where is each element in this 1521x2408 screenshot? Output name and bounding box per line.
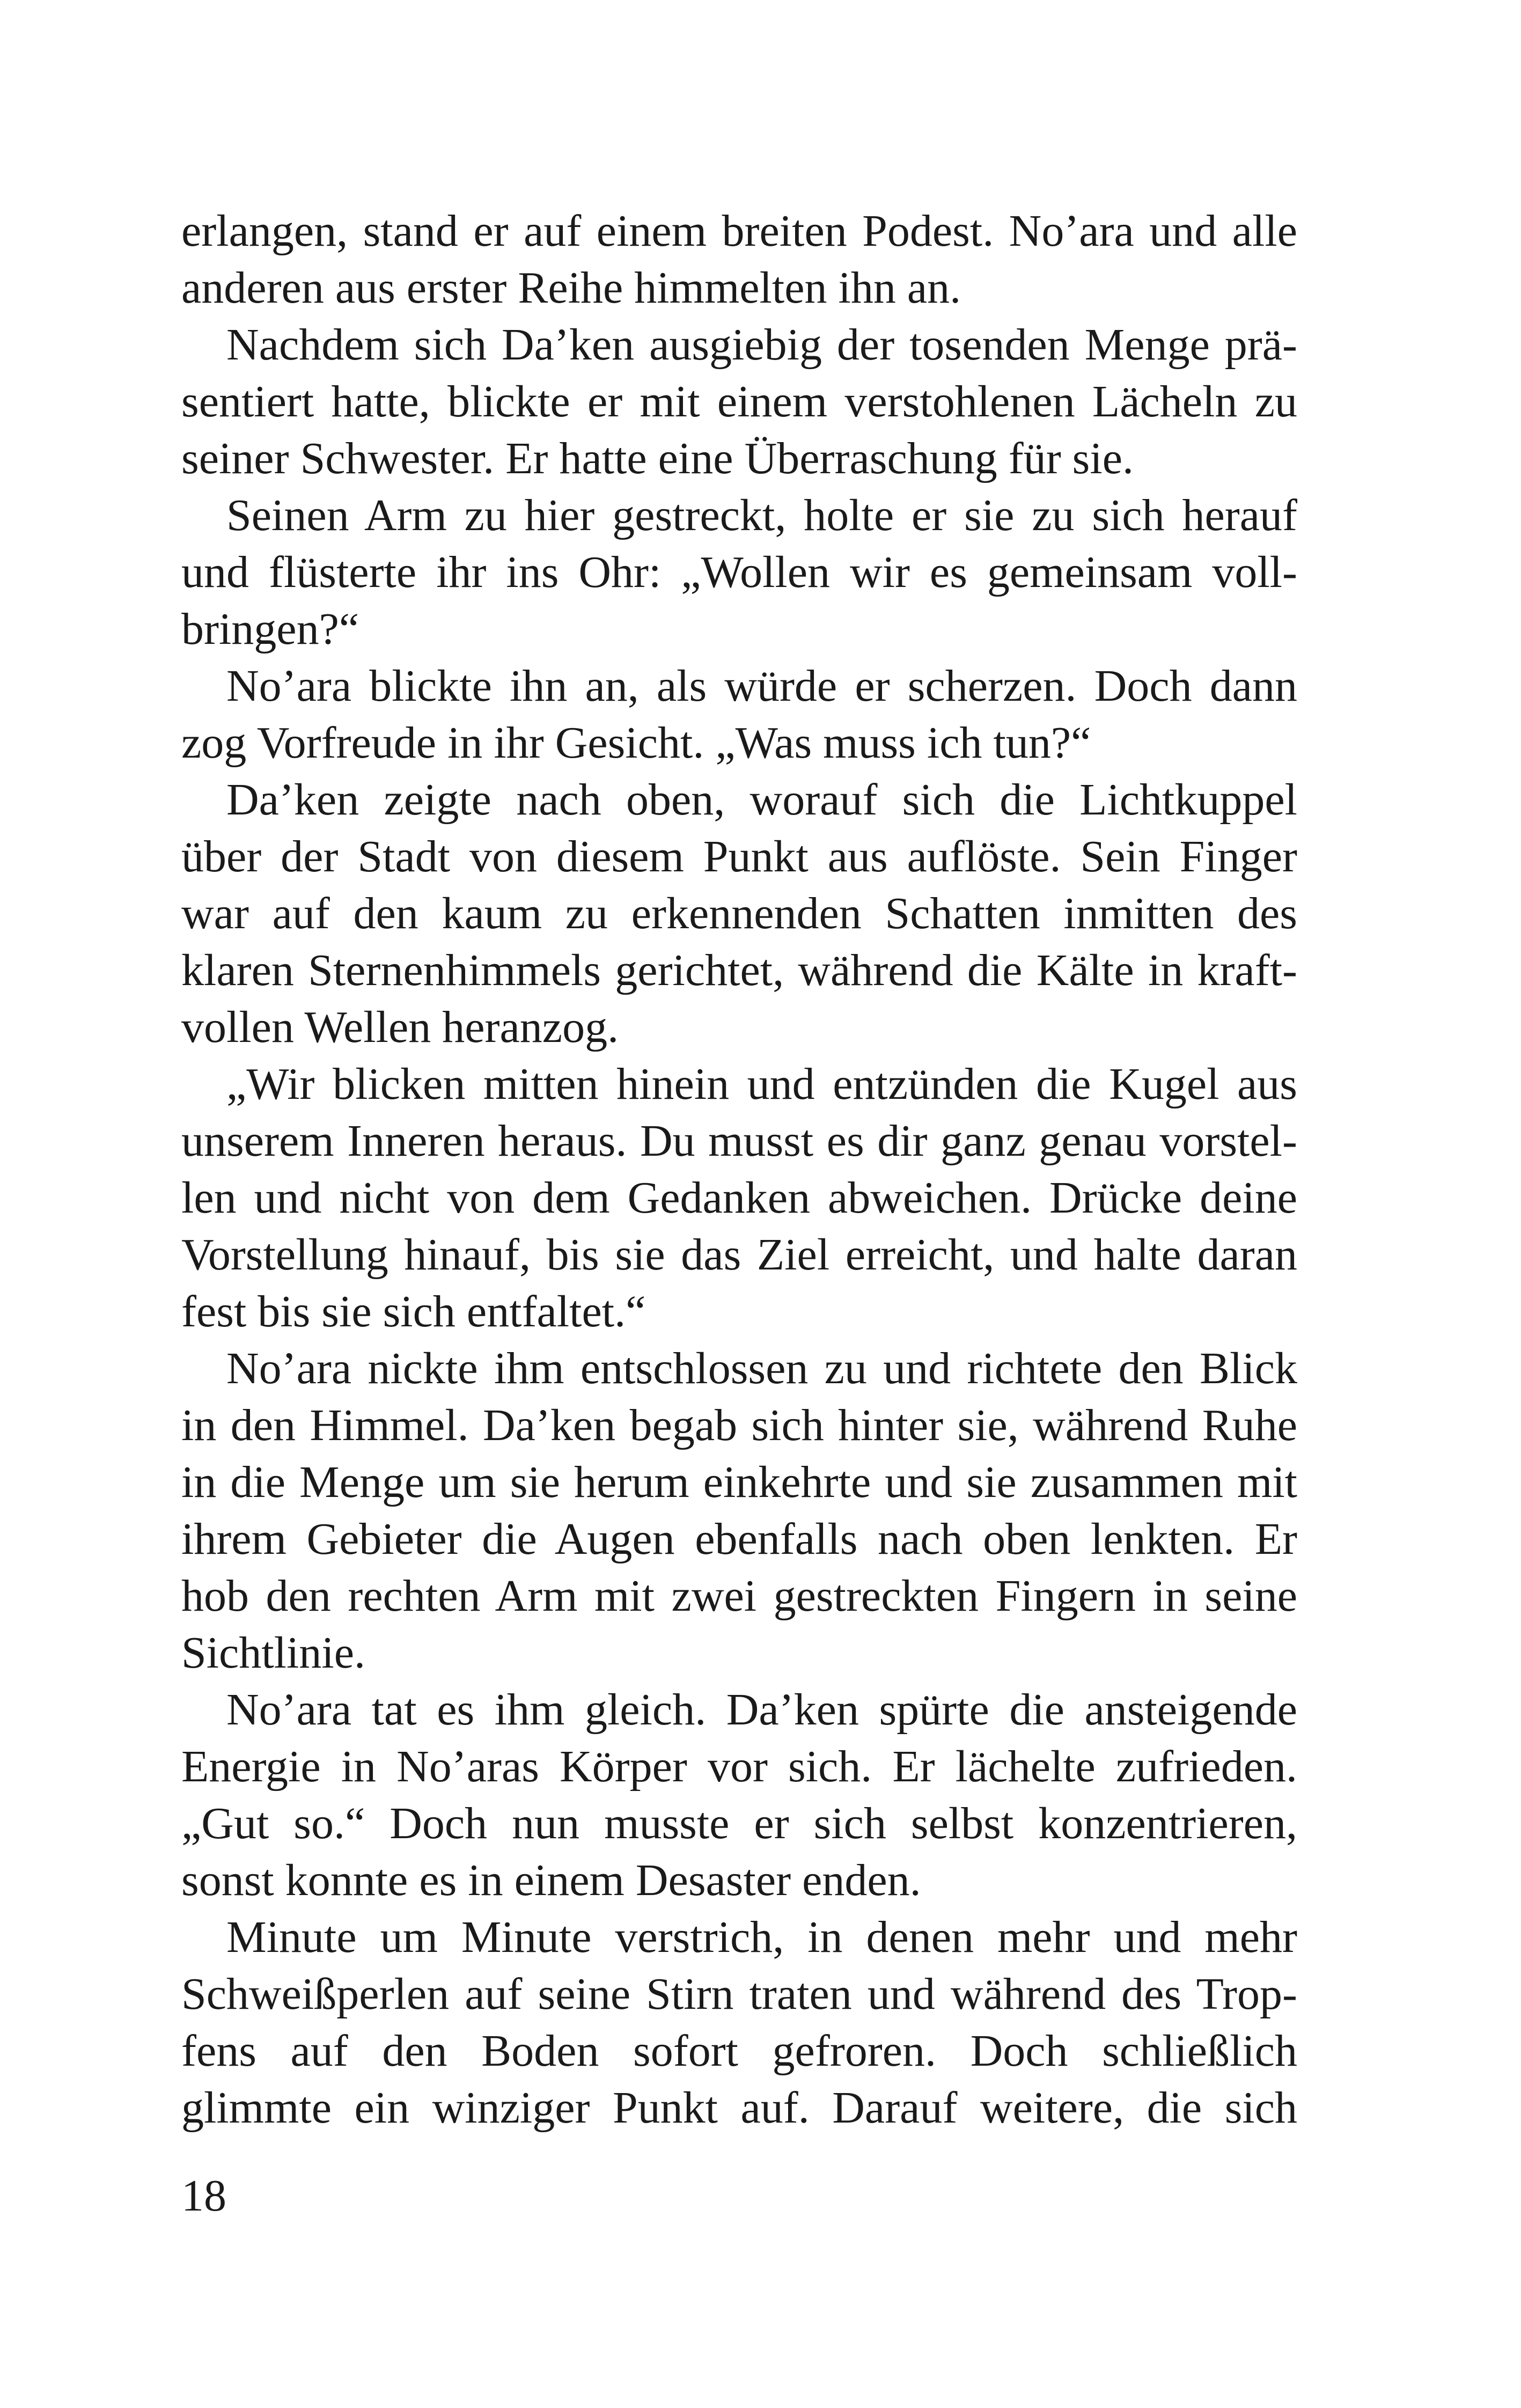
text-line: No’ara tat es ihm gleich. Da’ken spürte die ansteigende (226, 1685, 1297, 1735)
text-line: hob den rechten Arm mit zwei gestreckten Fingern in seine (181, 1571, 1297, 1621)
text-line: sonst konnte es in einem Desaster enden. (181, 1855, 921, 1905)
paragraph (181, 317, 1297, 487)
text-line: ihrem Gebieter die Augen ebenfalls nach oben lenkten. Er (181, 1514, 1297, 1564)
text-line: Da’ken zeigte nach oben, worauf sich die Lichtkuppel (226, 775, 1297, 825)
paragraph (181, 1682, 1297, 1909)
body-text (181, 203, 1297, 2137)
paragraph (181, 1056, 1297, 1340)
text-line: anderen aus erster Reihe himmelten ihn an. (181, 263, 961, 313)
text-line: seiner Schwester. Er hatte eine Überraschung für sie. (181, 434, 1134, 483)
paragraph (181, 772, 1297, 1056)
text-line: in den Himmel. Da’ken begab sich hinter sie, während Ruhe (181, 1400, 1297, 1450)
text-line: und flüsterte ihr ins Ohr: „Wollen wir es gemeinsam voll- (181, 547, 1297, 597)
text-line: Energie in No’aras Körper vor sich. Er lächelte zufrieden. (181, 1742, 1297, 1792)
text-line: Minute um Minute verstrich, in denen mehr und mehr (226, 1912, 1297, 1962)
paragraph (181, 658, 1297, 772)
paragraph (181, 487, 1297, 658)
text-line: unserem Inneren heraus. Du musst es dir ganz genau vorstel- (181, 1116, 1297, 1166)
text-line: „Gut so.“ Doch nun musste er sich selbst konzentrieren, (181, 1798, 1297, 1848)
text-line: klaren Sternenhimmels gerichtet, während die Kälte in kraft- (181, 945, 1297, 995)
paragraph (181, 1909, 1297, 2137)
text-line: war auf den kaum zu erkennenden Schatten inmitten des (181, 889, 1297, 938)
text-line: sentiert hatte, blickte er mit einem verstohlenen Lächeln zu (181, 377, 1297, 427)
text-line: erlangen, stand er auf einem breiten Podest. No’ara und alle (181, 206, 1297, 256)
paragraph (181, 1340, 1297, 1682)
text-line: len und nicht von dem Gedanken abweichen. Drücke deine (181, 1173, 1297, 1223)
paragraph (181, 203, 1297, 317)
text-line: fest bis sie sich entfaltet.“ (181, 1287, 646, 1337)
text-line: No’ara blickte ihn an, als würde er scherzen. Doch dann (226, 661, 1297, 711)
text-line: Vorstellung hinauf, bis sie das Ziel erreicht, und halte daran (181, 1230, 1297, 1280)
text-line: glimmte ein winziger Punkt auf. Darauf weitere, die sich (181, 2083, 1297, 2133)
text-line: „Wir blicken mitten hinein und entzünden die Kugel aus (226, 1059, 1297, 1109)
text-line: vollen Wellen heranzog. (181, 1002, 619, 1052)
text-line: Seinen Arm zu hier gestreckt, holte er sie zu sich herauf (226, 490, 1297, 540)
text-line: in die Menge um sie herum einkehrte und sie zusammen mit (181, 1457, 1297, 1507)
text-line: Sichtlinie. (181, 1628, 365, 1678)
page-number: 18 (181, 2171, 226, 2221)
text-line: Nachdem sich Da’ken ausgiebig der tosenden Menge prä- (226, 320, 1297, 370)
text-line: Schweißperlen auf seine Stirn traten und während des Trop- (181, 1969, 1297, 2019)
text-line: bringen?“ (181, 604, 359, 654)
text-line: zog Vorfreude in ihr Gesicht. „Was muss ich tun?“ (181, 718, 1091, 768)
text-line: fens auf den Boden sofort gefroren. Doch schließlich (181, 2026, 1297, 2076)
text-line: über der Stadt von diesem Punkt aus auflöste. Sein Finger (181, 832, 1297, 882)
text-line: No’ara nickte ihm entschlossen zu und richtete den Blick (226, 1344, 1297, 1393)
